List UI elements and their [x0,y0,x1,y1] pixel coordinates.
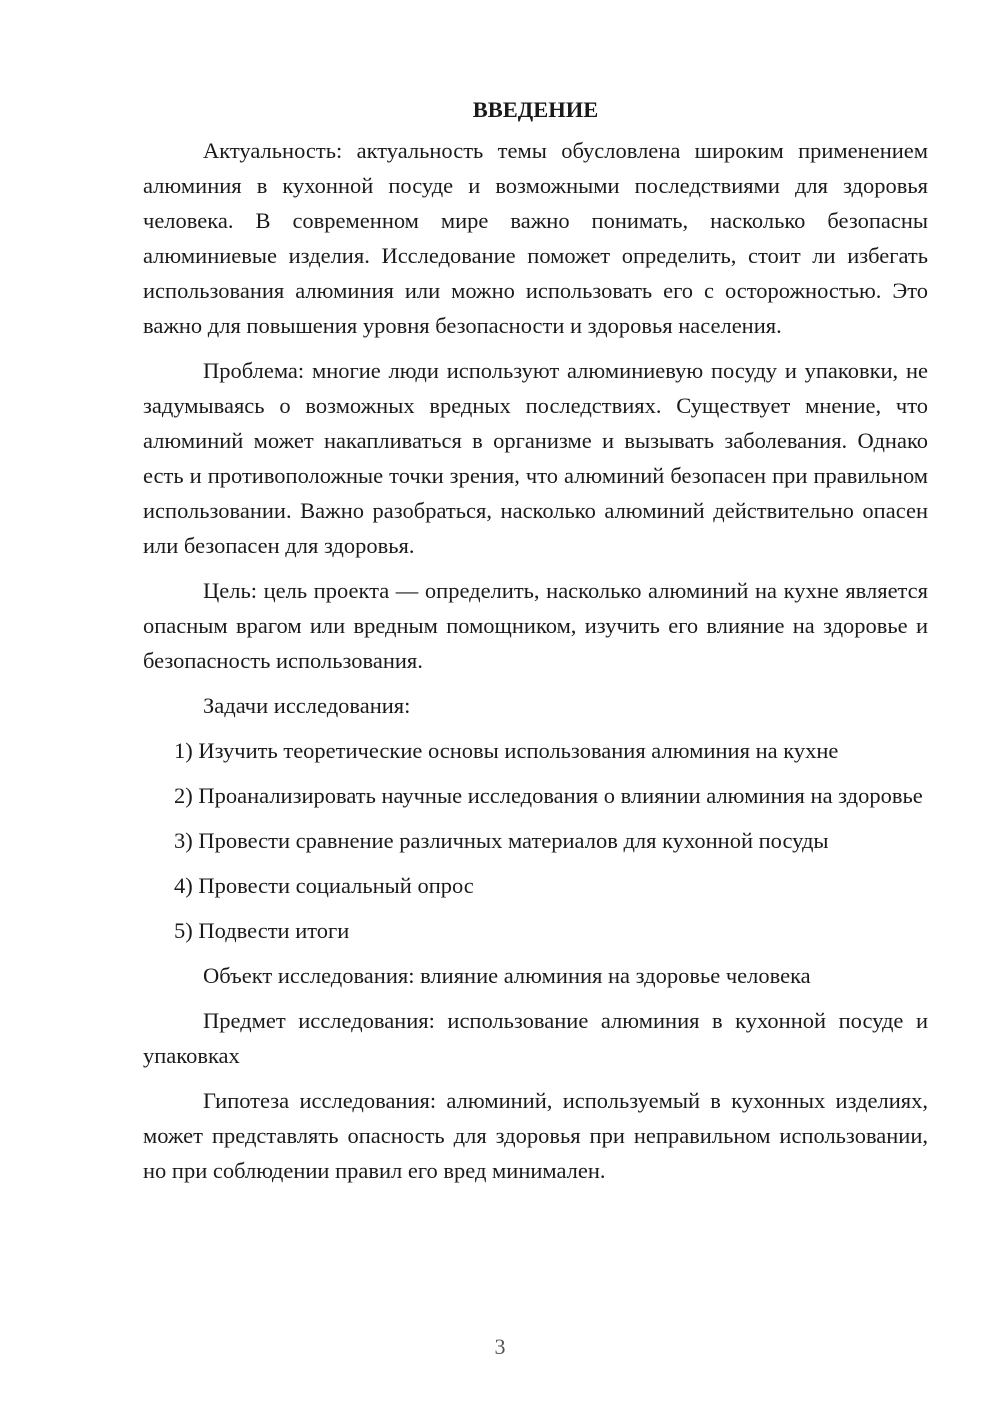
task-item: 2) Проанализировать научные исследования о влиянии алюминия на здоровье [174,783,923,808]
goal-paragraph: Цель: цель проекта — определить, насколько алюминий на кухне является опасным врагом или вредным помощником, изучить его влияние на здоровье и безопасность использования. [143,578,928,673]
document-page [143,92,928,1198]
task-item: 4) Провести социальный опрос [174,873,474,898]
object-paragraph: Объект исследования: влияние алюминия на здоровье человека [203,963,811,988]
subject-paragraph: Предмет исследования: использование алюминия в кухонной посуде и упаковках [143,1008,928,1068]
task-item: 3) Провести сравнение различных материалов для кухонной посуды [174,828,829,853]
relevance-paragraph: Актуальность: актуальность темы обусловлена широким применением алюминия в кухонной посуде и возможными последствиями для здоровья человека. В современном мире важно понимать, насколько безопасны алюминиевые изделия. Исследование поможет определить, стоит ли избегать использования алюминия или можно использовать его с осторожностью. Это важно для повышения уровня безопасности и здоровья населения. [143,138,928,338]
task-item: 1) Изучить теоретические основы использования алюминия на кухне [174,738,839,763]
tasks-heading: Задачи исследования: [203,693,411,718]
hypothesis-paragraph: Гипотеза исследования: алюминий, используемый в кухонных изделиях, может представлять опасность для здоровья при неправильном использовании, но при соблюдении правил его вред минимален. [143,1088,928,1183]
section-title: ВВЕДЕНИЕ [472,97,599,122]
tasks-list [143,733,928,948]
task-item: 5) Подвести итоги [174,918,350,943]
page-number: 3 [494,1334,506,1359]
problem-paragraph: Проблема: многие люди используют алюминиевую посуду и упаковки, не задумываясь о возможных вредных последствиях. Существует мнение, что алюминий может накапливаться в организме и вызывать заболевания. Однако есть и противоположные точки зрения, что алюминий безопасен при правильном использовании. Важно разобраться, насколько алюминий действительно опасен или безопасен для здоровья. [143,358,928,558]
